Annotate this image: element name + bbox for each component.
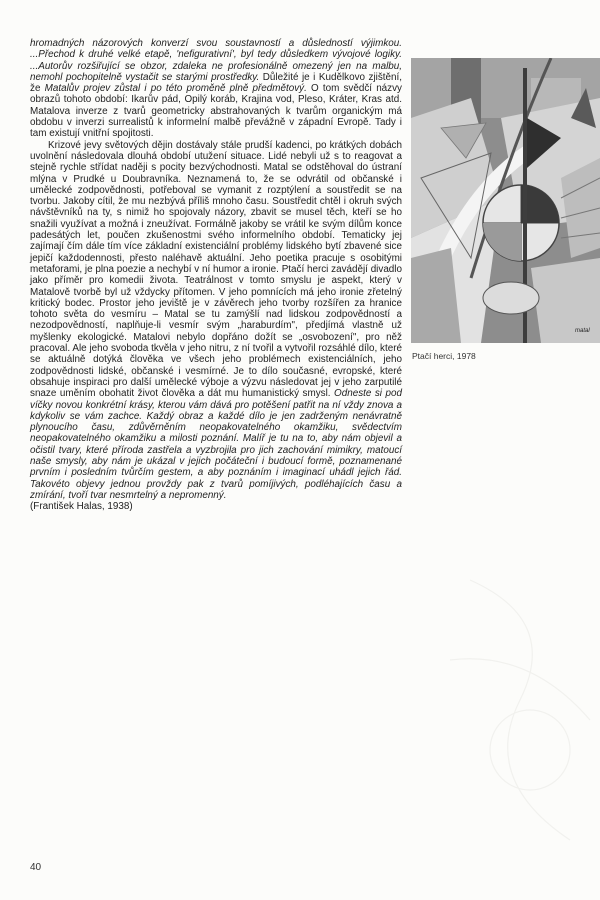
- halas-quote: Odneste si pod víčky novou konkrétní krásy, kterou vám dává pro potěšení patřit na ní vždy znova a kdykoliv se vám zachce. Každý obraz a každé dílo je jen zadrženým nenávratně plynoucího času, zdůvěrněním neopakovatelného okamžiku, svědectvím neopakovatelného okamžiku a milosti poznání. Malíř je tu na to, aby nám objevil a očistil tvary, které příroda zastřela a vyzbrojila pro jich zachování mimikry, matoucí naše smysly, aby nám je ukázal v jejich počáteční i budoucí formě, poznamenané prvním i posledním tvůrčím gestem, a aby poznáním i imaginací uhádl jejich řád. Takovéto objevy jednou provždy pak z tvarů pomíjivých, podléhajících času a zmírání, tvoří tvar nesmrtelný a nepromenný.: [30, 388, 402, 501]
- article-text: [30, 38, 402, 512]
- quote-attribution: (František Halas, 1938): [30, 501, 133, 513]
- paragraph-2: [30, 140, 402, 502]
- painting-artwork: [411, 58, 600, 343]
- paragraph-1: [30, 38, 402, 140]
- painting-signature: matal: [575, 328, 590, 334]
- page-number: 40: [30, 862, 42, 873]
- paragraph-2-text: Krizové jevy světových dějin dostávaly stále prudší kadenci, po krátkých dobách uvolnění následovala dlouhá období utužení situace. Lidé nebyli už s to reagovat a stejně rychle střídat naději s pocity bezvýchodnosti. Matal se odstěhoval do ústraní mlýna v Prudké u Doubravníka. Neznamená to, že se odvrátil od občanské i umělecké zodpovědnosti, potřeboval se vymanit z rozptýlení a soustředit se na tvorbu. Jakoby cítil, že mu nezbývá příliš mnoho času. Soustředit chtěl i okruh svých návštěvníků na ty, s nimiž ho spojovaly názory, zbavit se musel těch, kteří se ho snažili využívat a možná i zneužívat. Formálně jakoby se vrátil ke svým dílům konce padesátých let, poučen zkušenostmi svého informelního období. Tematicky jej zajímají čím dále tím více základní existenciální problémy lidského bytí zbavené sice jepičí každodennosti, přesto naléhavě aktuální. Jeho poetika pracuje s osobitými metaforami, je plna poezie a nechybí v ní humor a ironie. Ptačí herci zavádějí divadlo jako příměr pro komedii života. Teatrálnost v tomto smyslu je aspekt, který v Matalově tvorbě byl už vždycky přítomen. V jeho pomnících má jeho ironie zřetelný kritický bodec. Prostor jeho jeviště je v závěrech jeho tvorby rozšířen za hranice tohoto světa do vesmíru – Matal se tu zamýšlí nad lidskou zodpovědností a nezodpovědností, naplňuje-li vesmír svým „haraburdím", předjímá vlastně už myšlenky ekologické. Matalovi nebylo dopřáno dožít se „osvobození", pro něž pracoval. Ale jeho svoboda tkvěla v jeho nitru, z ní tvořil a vytvořil rozsáhlé dílo, které se aktuálně dotýká člověka ve všech jeho problémech existenciálních, jeho zodpovědnosti lidské, občanské i vesmírné. Je to dílo současné, evropské, které obsahuje inspiraci pro další umělecké výboje a výzvu následovat jej v jeho zarputilé snaze uměním obohatit život člověka a dát mu humanistický smysl.: [30, 139, 402, 400]
- painting-image: [411, 58, 600, 343]
- paragraph-1-plain-a: Důležité je i Kudělkovo zjištění, že: [30, 71, 402, 95]
- paragraph-1-italic-a: hromadných názorových konverzí svou soustavností a důsledností výjimkou. ...Přechod k druhé velké etapě, 'nefigurativní', byl tedy důsledkem vývojové logiky. ...Autorův rozšiřující se obzor, zdaleka ne profesionálně omezený jen na malbu, nemohl pochopitelně vystačit se starými prostředky.: [30, 38, 402, 83]
- figure-caption: Ptačí herci, 1978: [412, 351, 476, 361]
- paragraph-1-plain-b: O tom svědčí názvy obrazů tohoto období: Ikarův pád, Opilý koráb, Krajina vod, Pleso, Kráter, Kras atd. Matalova inverze z tvarů geometricky abstrahovaných k tvarům organickým má obdobu v inverzi surrealistů k informelní malbě převážně v západní Evropě. Tady i tam existují vnitřní spojitosti.: [30, 83, 402, 140]
- background-watermark: [440, 560, 600, 860]
- paragraph-1-italic-b: Matalův projev zůstal i po této proměně plně předmětový.: [44, 83, 307, 95]
